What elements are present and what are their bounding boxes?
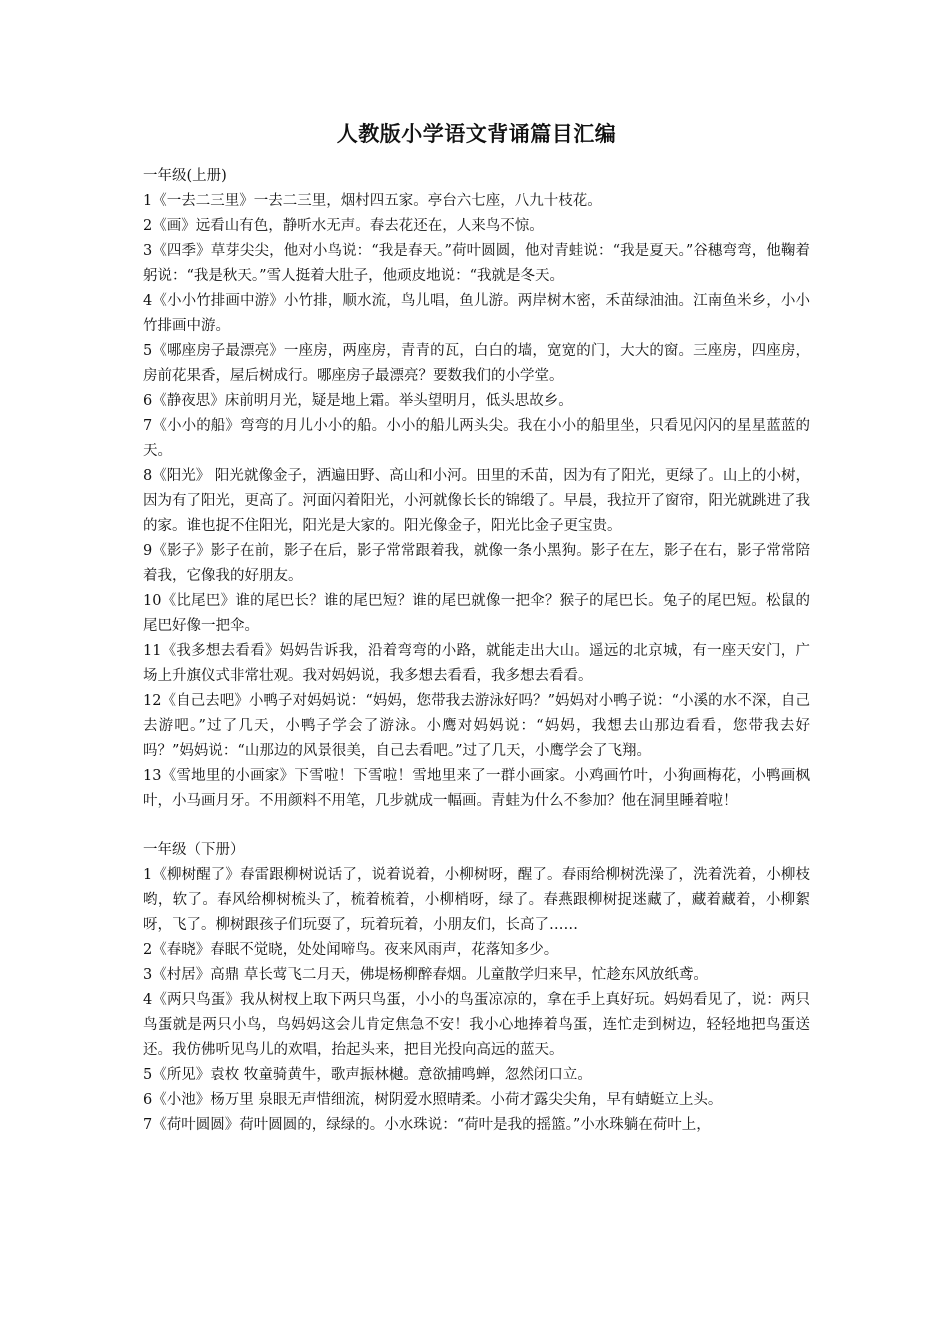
section-heading: 一年级(上册): [143, 168, 227, 184]
text-entry: 11《我多想去看看》妈妈告诉我，沿着弯弯的小路，就能走出大山。遥远的北京城，有一座天安门，广场上升旗仪式非常壮观。我对妈妈说，我多想去看看，我多想去看看。: [143, 643, 810, 684]
text-entry: 12《自己去吧》小鸭子对妈妈说：“妈妈，您带我去游泳好吗？”妈妈对小鸭子说：“小溪的水不深，自己去游吧。”过了几天，小鸭子学会了游泳。小鹰对妈妈说：“妈妈，我想去山那边看看，您带我去好吗？”妈妈说：“山那边的风景很美，自己去看吧。”过了几天，小鹰学会了飞翔。: [143, 693, 810, 759]
text-entry: 1《一去二三里》一去二三里，烟村四五家。亭台六七座，八九十枝花。: [143, 193, 602, 209]
text-entry: 3《村居》高鼎 草长莺飞二月天，佛堤杨柳醉春烟。儿童散学归来早，忙趁东风放纸鸢。: [143, 967, 708, 983]
text-entry: 2《画》远看山有色，静听水无声。春去花还在，人来鸟不惊。: [143, 218, 544, 234]
document-title: 人教版小学语文背诵篇目汇编: [336, 121, 617, 146]
text-entry: 4《两只鸟蛋》我从树杈上取下两只鸟蛋，小小的鸟蛋凉凉的，拿在手上真好玩。妈妈看见了，说：两只鸟蛋就是两只小鸟，鸟妈妈这会儿肯定焦急不安！我小心地捧着鸟蛋，连忙走到树边，轻轻地把鸟蛋送还。我仿佛听见鸟儿的欢唱，抬起头来，把目光投向高远的蓝天。: [143, 992, 810, 1058]
text-entry: 2《春晓》春眠不觉晓，处处闻啼鸟。夜来风雨声，花落知多少。: [143, 942, 559, 958]
text-entry: 6《小池》杨万里 泉眼无声惜细流，树阴爱水照晴柔。小荷才露尖尖角，早有蜻蜓立上头。: [143, 1092, 723, 1108]
text-entry: 5《所见》袁枚 牧童骑黄牛，歌声振林樾。意欲捕鸣蝉，忽然闭口立。: [143, 1067, 592, 1083]
section-grade1-vol1: [143, 164, 810, 814]
text-entry: 8《阳光》 阳光就像金子，洒遍田野、高山和小河。田里的禾苗，因为有了阳光，更绿了。山上的小树，因为有了阳光，更高了。河面闪着阳光，小河就像长长的锦缎了。早晨，我拉开了窗帘，阳光就跳进了我的家。谁也捉不住阳光，阳光是大家的。阳光像金子，阳光比金子更宝贵。: [143, 468, 810, 534]
text-entry: 6《静夜思》床前明月光，疑是地上霜。举头望明月，低头思故乡。: [143, 393, 573, 409]
text-entry: 10《比尾巴》谁的尾巴长？谁的尾巴短？谁的尾巴就像一把伞？猴子的尾巴长。兔子的尾巴短。松鼠的尾巴好像一把伞。: [143, 593, 810, 634]
text-entry: 1《柳树醒了》春雷跟柳树说话了，说着说着，小柳树呀，醒了。春雨给柳树洗澡了，洗着洗着，小柳枝哟，软了。春风给柳树梳头了，梳着梳着，小柳梢呀，绿了。春燕跟柳树捉迷藏了，藏着藏着，小柳絮呀，飞了。柳树跟孩子们玩耍了，玩着玩着，小朋友们，长高了……: [143, 867, 810, 933]
section-grade1-vol2: [143, 838, 810, 1138]
document-page: [143, 118, 810, 1138]
text-entry: 13《雪地里的小画家》下雪啦！下雪啦！雪地里来了一群小画家。小鸡画竹叶，小狗画梅花，小鸭画枫叶，小马画月牙。不用颜料不用笔，几步就成一幅画。青蛙为什么不参加？他在洞里睡着啦！: [143, 768, 810, 809]
text-entry: 3《四季》草芽尖尖，他对小鸟说：“我是春天。”荷叶圆圆，他对青蛙说：“我是夏天。”谷穗弯弯，他鞠着躬说：“我是秋天。”雪人挺着大肚子，他顽皮地说：“我就是冬天。: [143, 243, 810, 284]
text-entry: 5《哪座房子最漂亮》一座房，两座房，青青的瓦，白白的墙，宽宽的门，大大的窗。三座房，四座房，房前花果香，屋后树成行。哪座房子最漂亮？要数我们的小学堂。: [143, 343, 810, 384]
text-entry: 4《小小竹排画中游》小竹排，顺水流，鸟儿唱，鱼儿游。两岸树木密，禾苗绿油油。江南鱼米乡，小小竹排画中游。: [143, 293, 810, 334]
text-entry: 9《影子》影子在前，影子在后，影子常常跟着我，就像一条小黑狗。影子在左，影子在右，影子常常陪着我，它像我的好朋友。: [143, 543, 810, 584]
text-entry: 7《小小的船》弯弯的月儿小小的船。小小的船儿两头尖。我在小小的船里坐，只看见闪闪的星星蓝蓝的天。: [143, 418, 810, 459]
text-entry: 7《荷叶圆圆》荷叶圆圆的，绿绿的。小水珠说：“荷叶是我的摇篮。”小水珠躺在荷叶上，: [143, 1117, 711, 1133]
section-heading: 一年级（下册）: [143, 842, 245, 858]
